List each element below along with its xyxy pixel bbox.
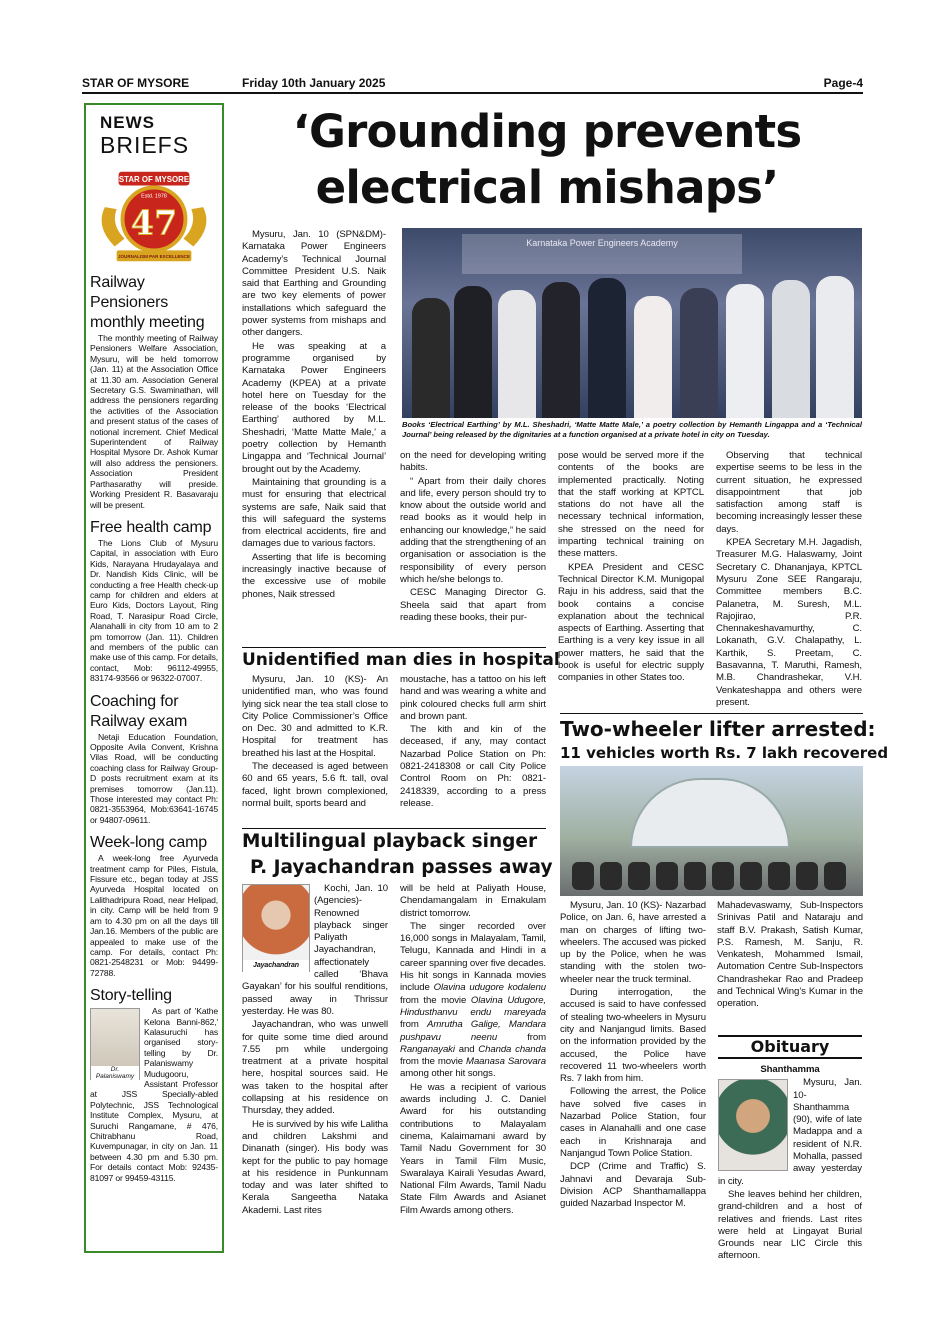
lead-headline-line1: ‘Grounding prevents — [292, 105, 802, 158]
logo-number: 47 — [130, 203, 178, 243]
lead-column-1 — [242, 229, 386, 601]
page-number: Page-4 — [823, 76, 863, 90]
two-wheeler-shape — [572, 862, 594, 890]
story-telling-block — [90, 1006, 218, 1183]
obituary-paragraph: Mysuru, Jan. 10- Shanthamma (90), wife of late Madappa and a resident of N.R. Mohalla, passed away yesterday in city. — [718, 1077, 862, 1187]
book-release-caption: Books ‘Electrical Earthing’ by M.L. Sheshadri, ‘Matte Matte Male,’ a poetry collection by Hemanth Lingappa and a ‘Technical Journal’ being released by the dignitaries at a function organised at a private hotel in city on Tuesday. — [402, 420, 862, 439]
issue-date: Friday 10th January 2025 — [242, 76, 386, 90]
photo-person — [726, 284, 764, 418]
lead-paragraph: “ Apart from their daily chores and life, every person should try to know about the outside world and read books as it would help in enhancing our knowledge,” he said adding that the strengthening of an organisation or association is the responsibility of every person which he/she belongs to. — [400, 475, 546, 585]
lead-paragraph: pose would be served more if the contents of the books are implemented practically. Noting that the staff working at KPTCL stations do not have all the necessary technical information, she stressed on the need for imparting technical training on these matters. — [558, 450, 704, 560]
two-wheeler-shape — [796, 862, 818, 890]
two-wheeler-shape — [712, 862, 734, 890]
singer-text: The singer recorded over 16,000 songs in Malayalam, Tamil, Telugu, Kannada and Hindi in a career spanning over five decades. His hit songs in Kannada movies include — [400, 920, 546, 994]
photo-banner — [462, 234, 742, 274]
brief-body-story-telling: As part of 'Kathe Kelona Banni-862,' Kalasuruchi has organised story-telling by Dr. Palaniswamy Mudugooru, Assistant Professor at JSS Specially-abled Polytechnic, JSS Technological Institute Complex, Mysuru, at Suruchi Rangamane, # 476, Chitrabhanu Road, Kuvempunagar, in city on Jan. 11 between 4.30 pm and 5.30 pm. For details contact Mob: 92435-81097 or 99459-43115. — [90, 1006, 218, 1183]
brief-body-week-camp: A week-long free Ayurveda treatment camp for Piles, Fistula, Fissure etc., began today at JSS Ayurveda Hospital located on Lalithadripura Road, near Helipad, in city. Camp will be held from 9 am to 4.30 pm on all the days till Jan.16. Members of the public are appealed to make use of the camp. For details, contact Ph: 0821-2548231 or Mob: 94499-72788. — [90, 853, 218, 978]
brief-heading-week-camp: Week-long camp — [90, 834, 207, 852]
twowheeler-headline: Two-wheeler lifter arrested: — [560, 717, 876, 741]
brief-heading-coaching: Coaching for Railway exam — [90, 692, 188, 730]
book-release-photo — [402, 228, 862, 418]
singer-paragraph: He was a recipient of various awards including J. C. Daniel Award for his outstanding contributions to Malayalam cinema, Kalaimamani award by Tamil Nadu Government for 30 Years in Tamil Film Music, Swaralaya Kairali Yesudas Award, National Film Awards, Tamil Nadu State Film Awards and Asianet Film Awards among others. — [400, 1081, 546, 1216]
lead-paragraph: on the need for developing writing habits. — [400, 450, 546, 474]
lead-paragraph: KPEA President and CESC Technical Director K.M. Munigopal Raju in his address, said that the book contains a concise explanation about the technical aspects of Earthing. Asserting that Earthing is a very key issue in all power matters, he said that the book is useful for electric supply companies in other States too. — [558, 561, 704, 684]
singer-paragraph: He is survived by his wife Lalitha and children Lakshmi and Dinanath (singer). His body was kept for the public to pay homage at his residence in Punkunnam today and was later shifted to Kerala Sangeetha Nataka Akademi. Last rites — [242, 1118, 388, 1216]
twowheeler-paragraph: DCP (Crime and Traffic) S. Jahnavi and Devaraja Sub-Division ACP Shanthamallappa guided Nazarbad Inspector M. — [560, 1161, 706, 1210]
unidentified-paragraph: Mysuru, Jan. 10 (KS)- An unidentified man, who was found lying sick near the tea stall close to City Police Commissioner’s Office on Dec. 30 and admitted to K.R. Hospital for treatment has breathed his last at the Hospital. — [242, 674, 388, 759]
section-divider — [242, 828, 546, 829]
two-wheeler-shape — [600, 862, 622, 890]
lead-headline — [232, 104, 862, 216]
photo-person — [454, 286, 492, 418]
singer-text: from — [497, 1031, 546, 1043]
logo-motto: JOURNALISM PAR EXCELLENCE — [118, 253, 190, 259]
news-briefs-sidebar — [84, 103, 224, 1253]
photo-person — [634, 296, 672, 418]
brief-body-health-camp: The Lions Club of Mysuru Capital, in association with Euro Kids, Narayana Hrudayalaya and Dr. Nandish Kids Clinic, will be conducting a free Health check-up camp for children and elders at Euro Kids, Doctors Layout, Ring Road, T. Narasipur Road Circle, Alanahalli in city from 10 am to 2 pm tomorrow (Jan. 11). Children and members of the public can make use of this camp. For details, contact, Mob: 96112-49955, 83174-93566 or 96322-07007. — [90, 537, 219, 684]
lead-column-2 — [400, 450, 546, 624]
photo-person — [816, 276, 854, 418]
singer-paragraph-songs — [400, 921, 546, 1081]
lead-column-4 — [716, 450, 862, 709]
song-title: Maanasa Sarovara — [466, 1056, 546, 1068]
twowheeler-paragraph: Mysuru, Jan. 10 (KS)- Nazarbad Police, on Jan. 6, have arrested a man on charges of lifting two-wheelers. The accused was picked up by the Police, when he was standing with the stolen two-wheeler near the truck terminal. — [560, 900, 706, 985]
song-title: Olavina udugore kodalenu — [433, 982, 546, 994]
unidentified-headline: Unidentified man dies in hospital — [242, 650, 560, 670]
lead-paragraph: Asserting that life is becoming increasingly inactive because of the excessive use of mobile phones, Naik stressed — [242, 551, 386, 600]
twowheeler-paragraph: During interrogation, the accused is said to have confessed of stealing two-wheelers in Mysuru city and Nanjangud limits. Based on the information provided by the accused, the Police have recovered 11 two-wheelers worth Rs. 7 lakh from him. — [560, 987, 706, 1085]
singer-column-1 — [242, 883, 388, 1217]
twowheeler-paragraph: Mahadevaswamy, Sub-Inspectors Srinivas Patil and Nataraju and staff B.V. Prakash, Satish Kumar, P.S. Ramesh, M. Sanju, R. Venkatesh, Mohammed Ismail, Automation Centre Sub-Inspectors Chandrashekar Rao and Pradeep and Technical Wing’s Kumar in the operation. — [717, 900, 863, 1010]
photo-person — [680, 288, 718, 418]
two-wheeler-shape — [684, 862, 706, 890]
brief-heading-health-camp: Free health camp — [90, 518, 212, 536]
recovered-vehicles-photo — [560, 766, 863, 896]
unidentified-paragraph: moustache, has a tattoo on his left hand and was wearing a white and pink coloured checks full arm shirt and brown pant. — [400, 674, 546, 722]
two-wheeler-shape — [656, 862, 678, 890]
two-wheeler-shape — [768, 862, 790, 890]
photo-person — [412, 298, 450, 418]
palaniswamy-photo — [90, 1008, 140, 1080]
twowheeler-column-1 — [560, 900, 706, 1210]
news-label: NEWS — [100, 113, 155, 132]
obituary-heading: Obituary — [718, 1035, 862, 1059]
photo-banner-text: Karnataka Power Engineers Academy — [526, 238, 678, 248]
twowheeler-paragraph: Following the arrest, the Police have solved five cases in Nazarbad Police Station, four cases in Alanahalli and one case each in Krishnaraja and Nanjangud Town Police Station. — [560, 1086, 706, 1159]
brief-heading-pensioners: Railway Pensioners monthly meeting — [90, 274, 205, 331]
song-title: Chanda chanda — [478, 1043, 546, 1055]
photo-person — [498, 290, 536, 418]
singer-text: from — [400, 1019, 428, 1031]
masthead — [82, 76, 863, 94]
lead-headline-line2: electrical mishaps’ — [315, 161, 779, 214]
singer-text: and — [454, 1043, 479, 1055]
section-divider — [560, 713, 863, 714]
singer-text: from the movie — [400, 1056, 467, 1068]
singer-paragraph: will be held at Paliyath House, Chendamangalam in Ernakulam district tomorrow. — [400, 883, 546, 919]
police-station-arch — [630, 778, 790, 848]
singer-column-2 — [400, 883, 546, 1217]
photo-person — [772, 280, 810, 418]
obituary-paragraph: She leaves behind her children, grand-children and a host of relatives and friends. Last rites were held at Lingayat Burial Grounds near LIC Circle this afternoon. — [718, 1188, 862, 1262]
lead-paragraph: Mysuru, Jan. 10 (SPN&DM)- Karnataka Power Engineers Academy’s Technical Journal Committee President U.S. Naik said that Earthing and Grounding are two key elements of power installations which safeguard the power systems from mishaps and other dangers. — [242, 229, 386, 339]
singer-headline-line1: Multilingual playback singer — [242, 831, 538, 852]
jayachandran-photo-caption: Jayachandran — [243, 960, 309, 972]
lead-column-3 — [558, 450, 704, 685]
paper-name: STAR OF MYSORE — [82, 76, 190, 90]
shanthamma-photo — [718, 1079, 788, 1171]
unidentified-column-2 — [400, 674, 546, 810]
photo-person — [588, 278, 626, 418]
singer-text: from the movie — [400, 994, 471, 1006]
unidentified-paragraph: The kith and kin of the deceased, if any, may contact Nazarbad Police Station on Ph: 0821-2418308 or call City Police Control Room on Ph: 0821-2418339, according to a press release. — [400, 724, 546, 809]
unidentified-paragraph: The deceased is aged between 60 and 65 years, 5.6 ft. tall, oval faced, light brown complexioned, normal built, sports beard and — [242, 761, 388, 809]
brief-body-pensioners: The monthly meeting of Railway Pensioners Welfare Association, Mysuru, will be held tomorrow (Jan. 11) at the Association Office at 11.30 am. Association General Secretary G.S. Swaminathan, will address the pensioners regarding the activities of the Association and present status of the cases of notional increment. Chief Medical Superintendent of Railway Hospital Mysore Dr. Ashok Kumar will also address the pensioners. Association President Parthasarathy will preside. Working President R. Basavaraju will be present. — [90, 333, 218, 510]
two-wheeler-shape — [628, 862, 650, 890]
lead-paragraph: He was speaking at a programme organised by Karnataka Power Engineers Academy (KPEA) at a private hotel here on Tuesday for the release of the books ‘Electrical Earthing’ authored by M.L. Sheshadri, ‘Matte Matte Male,’ a poetry collection by Hemanth Lingappa and ‘Technical Journal’ brought out by the Academy. — [242, 340, 386, 475]
photo-person — [542, 282, 580, 418]
obituary-name: Shanthamma — [760, 1064, 820, 1075]
lead-paragraph: KPEA Secretary M.H. Jagadish, Treasurer M.G. Halaswamy, Joint Secretary C. Dhananjaya, KPTCL Mysuru Zone SEE Rangaraju, Committee members B.C. Palanetra, M. Suresh, M.L. Rajojirao, P.R. Chennakeshavamurthy, C. Lokanath, G.V. Chalapathy, L. Karthik, S. Preetam, C. Basavanna, T. Maruthi, Ramesh, M.B. Chandrashekar, V.H. Venkateshappa and others were present. — [716, 537, 862, 708]
jayachandran-photo — [242, 884, 310, 972]
song-title: Amrutha Galige, Mandara pushpavu neenu — [400, 1019, 546, 1043]
two-wheeler-shape — [740, 862, 762, 890]
two-wheeler-shape — [824, 862, 846, 890]
news-briefs-title — [90, 113, 218, 157]
unidentified-column-1 — [242, 674, 388, 810]
twowheeler-subhead: 11 vehicles worth Rs. 7 lakh recovered — [560, 744, 889, 762]
logo-estd: Estd. 1978 — [141, 193, 167, 200]
singer-headline-line2: P. Jayachandran passes away — [250, 857, 553, 878]
briefs-label: BRIEFS — [100, 132, 190, 158]
song-title: Ranganayaki — [400, 1043, 455, 1055]
anniversary-logo-icon — [95, 167, 213, 267]
brief-heading-story-telling: Story-telling — [90, 987, 172, 1005]
singer-paragraph: Jayachandran, who was unwell for quite some time died around 7.55 pm while undergoing treatment at a private hospital here, hospital sources said. He was taken to the hospital after collapsing at his residence on Thursday, they added. — [242, 1019, 388, 1117]
twowheeler-column-2 — [717, 900, 863, 1011]
palaniswamy-photo-caption: Dr. Palaniswamy — [91, 1066, 139, 1080]
section-divider — [242, 647, 546, 648]
singer-paragraph: Kochi, Jan. 10 (Agencies)- Renowned playback singer Paliyath Jayachandran, affectionately called ‘Bhava Gayakan’ for his soulful renditions, passed away in Thrissur yesterday. He was 80. — [242, 883, 388, 1017]
lead-paragraph: Maintaining that grounding is a must for ensuring that electrical systems are safe, Naik said that this will safeguard the systems from electrical accidents, fire and damages due to various factors. — [242, 476, 386, 550]
song-title: Olavina Udugore, Hindusthanvu endu mareyada — [400, 994, 546, 1018]
logo-top-text: STAR OF MYSORE — [118, 175, 190, 185]
brief-body-coaching: Netaji Education Foundation, Opposite Avila Convent, Krishna Vilas Road, will be conducting coaching class for Railway Group-D posts recruitment exam at its premises tomorrow (Jan.11). Those interested may contact Ph: 0821-3553964, Mob:63641-16745 or 94807-09611. — [90, 731, 218, 825]
lead-paragraph: CESC Managing Director G. Sheela said that apart from reading these books, their pur- — [400, 587, 546, 623]
singer-text: among other hit songs. — [400, 1068, 496, 1080]
lead-paragraph: Observing that technical expertise seems to be less in the current situation, he expressed disappointment that job satisfaction among staff is becoming increasingly lesser these days. — [716, 450, 862, 535]
obituary-column — [718, 1064, 862, 1263]
